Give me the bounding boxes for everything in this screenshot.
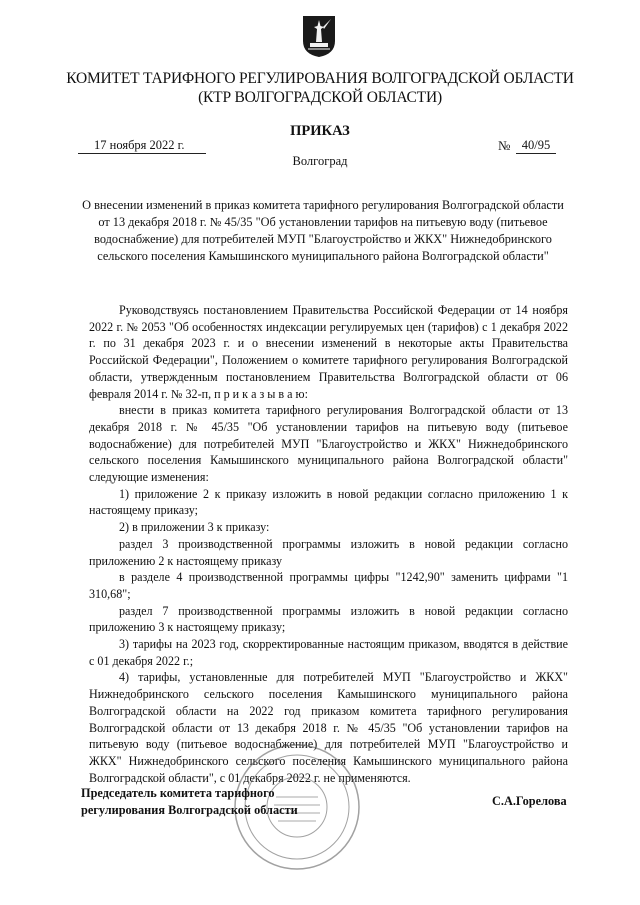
coat-of-arms-icon	[302, 14, 336, 58]
body-paragraph-item-2: 2) в приложении 3 к приказу:	[119, 520, 270, 535]
body-paragraph-amend: внести в приказ комитета тарифного регулирования Волгоградской области от 13 декабря 2018 г. № 45/35 "Об установлении тарифов на питьевую воду (питьевое водоснабжение) для потребителей МУП "Благоустройство и ЖКХ" Нижнедобринского сельского поселения Камышинского муниципального района Волгоградской области" следующие изменения:	[89, 403, 568, 485]
order-subject: О внесении изменений в приказ комитета тарифного регулирования Волгоградской области от 13 декабря 2018 г. № 45/35 "Об установлении тарифов на питьевую воду (питьевое водоснабжение) для потребителей МУП "Благоустройство и ЖКХ" Нижнедобринского сельского поселения Камышинского муниципального района Волгоградской области"	[82, 198, 564, 263]
body-paragraph-item-2-section-7: раздел 7 производственной программы изложить в новой редакции согласно приложению 3 к настоящему приказу;	[89, 603, 568, 635]
order-number-label: №	[498, 138, 511, 153]
signer-position-line-1: Председатель комитета тарифного	[81, 786, 275, 800]
body-paragraph-item-3: 3) тарифы на 2023 год, скорректированные настоящим приказом, вводятся в действие с 01 декабря 2022 г.;	[89, 637, 568, 668]
signer-position-line-2: регулирования Волгоградской области	[81, 803, 298, 817]
body-paragraph-preamble: Руководствуясь постановлением Правительства Российской Федерации от 14 ноября 2022 г. № 2053 "Об особенностях индексации регулируемых цен (тарифов) с 1 декабря 2022 г. по 31 декабря 2023 г. и о внесении изменений в некоторые акты Правительства Российской Федерации", Положением о комитете тарифного регулирования Волгоградской области, утвержденным постановлением Правительства Волгоградской области от 06 февраля 2014 г. № 32-п, п р и к а з ы в а ю:	[89, 303, 568, 401]
signer-position	[81, 785, 298, 819]
order-number: 40/95	[516, 138, 556, 154]
body-paragraph-item-4: 4) тарифы, установленные для потребителей МУП "Благоустройство и ЖКХ" Нижнедобринского сельского поселения Камышинского муниципального района Волгоградской области на 2022 год приказом комитета тарифного регулирования Волгоградской области от 13 декабря 2018 г. № 45/35 "Об установлении тарифов на питьевую воду (питьевое водоснабжение) для потребителей МУП "Благоустройство и ЖКХ" Нижнедобринского сельского поселения Камышинского муниципального района Волгоградской области", с 01 декабря 2022 г. не применяются.	[89, 670, 568, 785]
body-paragraph-item-1: 1) приложение 2 к приказу изложить в новой редакции согласно приложению 1 к настоящему приказу;	[89, 486, 568, 518]
issue-city: Волгоград	[292, 154, 348, 168]
signer-name: С.А.Горелова	[492, 794, 567, 808]
order-date: 17 ноября 2022 г.	[78, 138, 206, 154]
organization-name: КОМИТЕТ ТАРИФНОГО РЕГУЛИРОВАНИЯ ВОЛГОГРАДСКОЙ ОБЛАСТИ	[66, 70, 574, 87]
order-body	[89, 302, 568, 786]
body-paragraph-item-2-section-4: в разделе 4 производственной программы цифры "1242,90" заменить цифрами "1 310,68";	[89, 570, 568, 601]
organization-abbreviation: (КТР ВОЛГОГРАДСКОЙ ОБЛАСТИ)	[198, 89, 442, 106]
body-paragraph-item-2-section-3: раздел 3 производственной программы изложить в новой редакции согласно приложению 2 к настоящему приказу	[89, 536, 568, 568]
document-type-title: ПРИКАЗ	[290, 123, 350, 139]
